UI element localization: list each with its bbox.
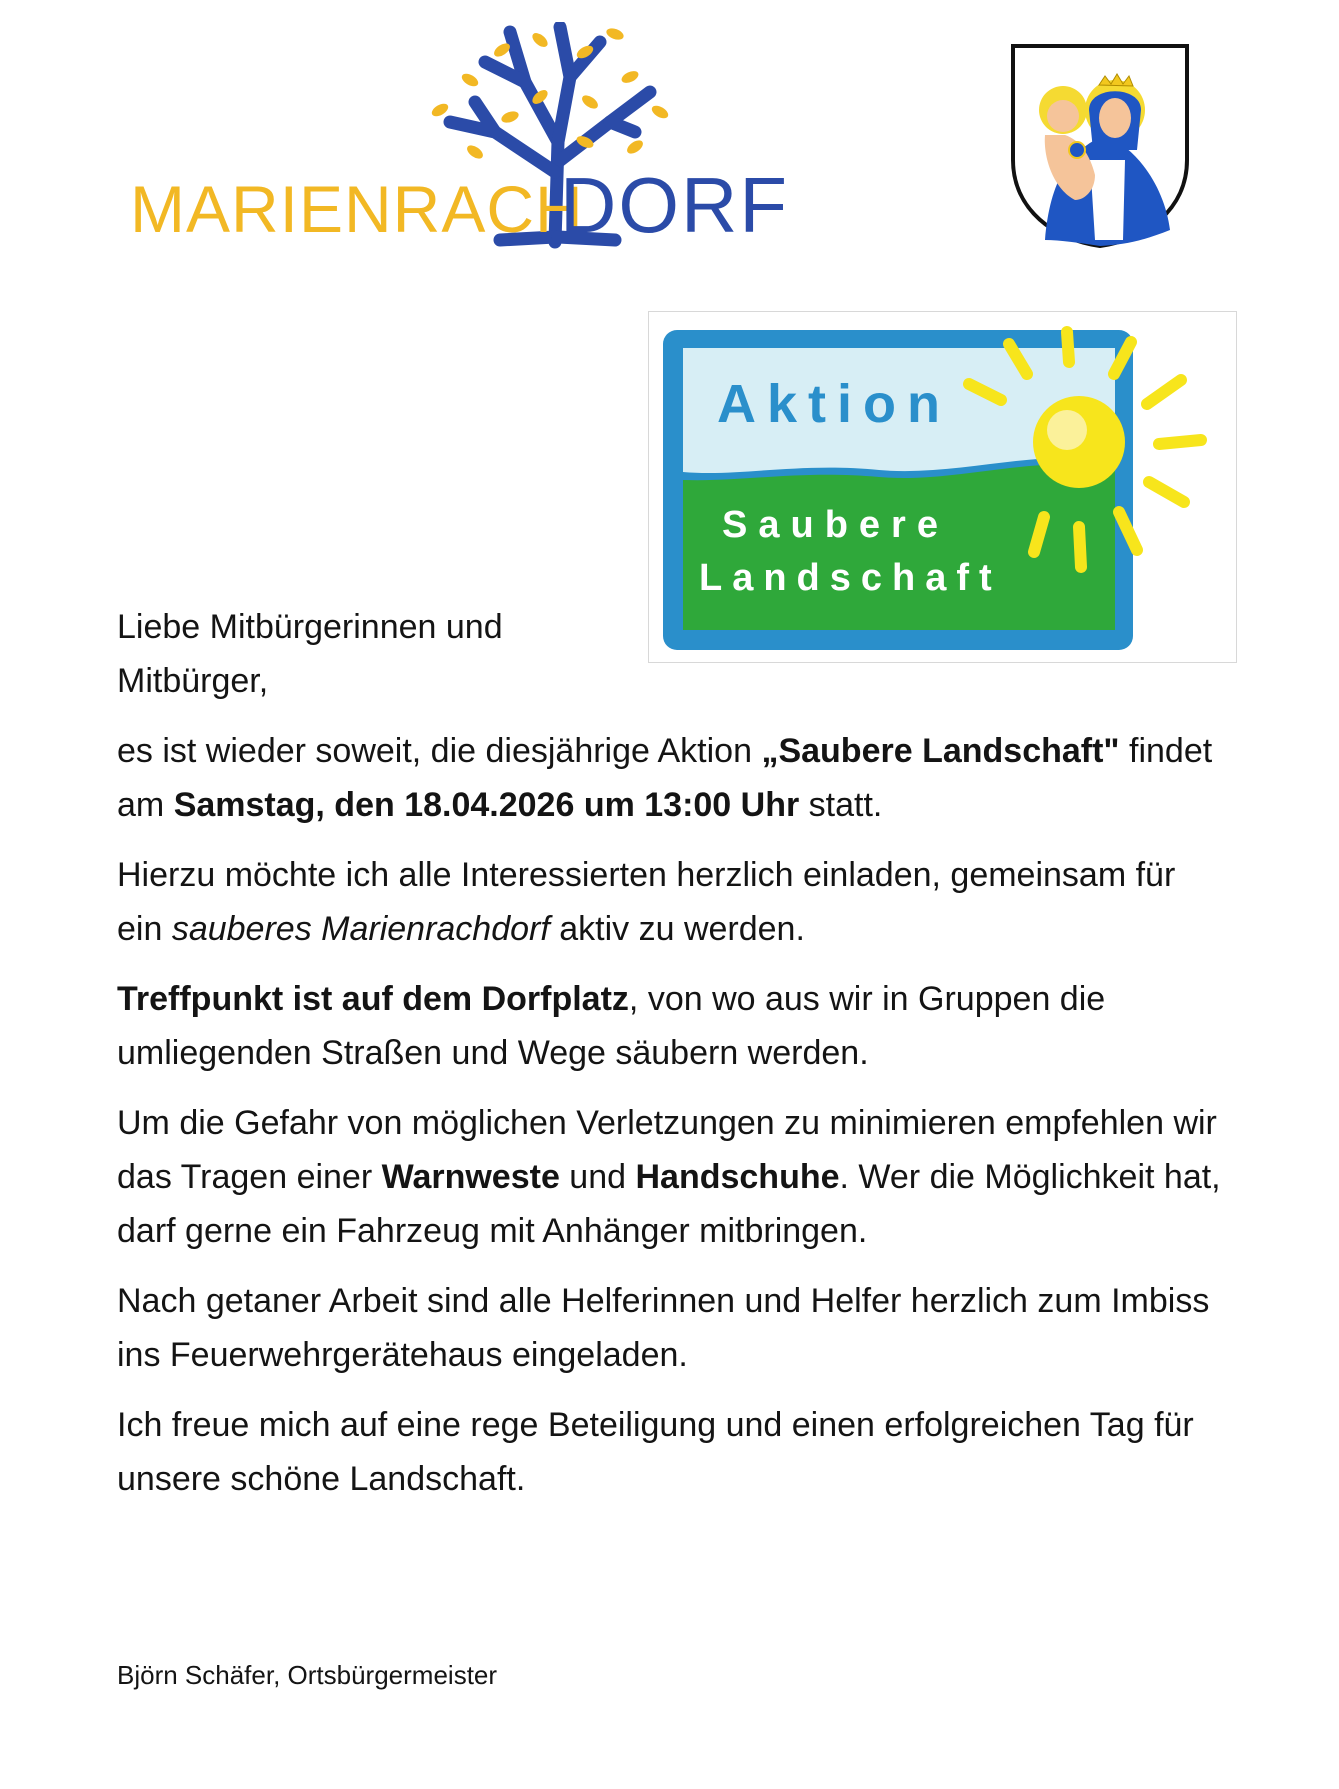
coat-of-arms <box>1005 40 1195 250</box>
paragraph-meeting-point <box>117 972 1227 1080</box>
tree-icon <box>130 22 830 252</box>
text: . Wer die Möglichkeit hat, darf gerne ein Fahrzeug mit Anhänger mitbringen. <box>117 1158 1221 1250</box>
event-date-time: Samstag, den 18.04.2026 um 13:00 Uhr <box>173 786 800 824</box>
paragraph-announcement <box>117 724 1227 832</box>
text: findet am <box>117 732 1213 824</box>
text: es ist wieder soweit, die diesjährige Aktion <box>117 732 762 770</box>
text: und <box>559 1158 636 1196</box>
text: , von wo aus wir in Gruppen die umliegenden Straßen und Wege säubern werden. <box>117 980 1106 1072</box>
text: Ich freue mich auf eine rege Beteiligung und einen erfolgreichen Tag für unsere schöne Landschaft. <box>117 1406 1194 1498</box>
text: aktiv zu werden. <box>549 910 805 948</box>
paragraph-invitation <box>117 848 1227 956</box>
greeting: Liebe Mitbürgerinnen und Mitbürger, <box>117 608 503 700</box>
letter-body <box>117 600 1227 1522</box>
text: Hierzu möchte ich alle Interessierten herzlich einladen, gemeinsam für ein <box>117 856 1176 948</box>
text: Nach getaner Arbeit sind alle Helferinnen und Helfer herzlich zum Imbiss ins Feuerwehrgerätehaus eingeladen. <box>117 1282 1210 1374</box>
sign-saubere: Saubere <box>722 504 949 546</box>
meeting-point: Treffpunkt ist auf dem Dorfplatz <box>117 980 629 1018</box>
paragraph-closing <box>117 1398 1227 1506</box>
signature: Björn Schäfer, Ortsbürgermeister <box>117 1660 498 1690</box>
item-gloves: Handschuhe <box>635 1158 840 1196</box>
text: Um die Gefahr von möglichen Verletzungen zu minimieren empfehlen wir das Tragen einer <box>117 1104 1217 1196</box>
item-vest: Warnweste <box>381 1158 560 1196</box>
paragraph-safety <box>117 1096 1227 1258</box>
paragraph-snack <box>117 1274 1227 1382</box>
logo-text-dorf: DORF <box>560 161 789 249</box>
coat-of-arms-icon <box>1005 40 1195 250</box>
campaign-name: „Saubere Landschaft" <box>761 732 1120 770</box>
logo-text-marienrach: MARIENRACH <box>130 172 584 246</box>
emphasis: sauberes Marienrachdorf <box>171 910 550 948</box>
sign-landschaft: Landschaft <box>699 557 1002 599</box>
text: statt. <box>799 786 883 824</box>
sign-aktion: Aktion <box>717 374 951 434</box>
village-logo <box>130 22 830 252</box>
